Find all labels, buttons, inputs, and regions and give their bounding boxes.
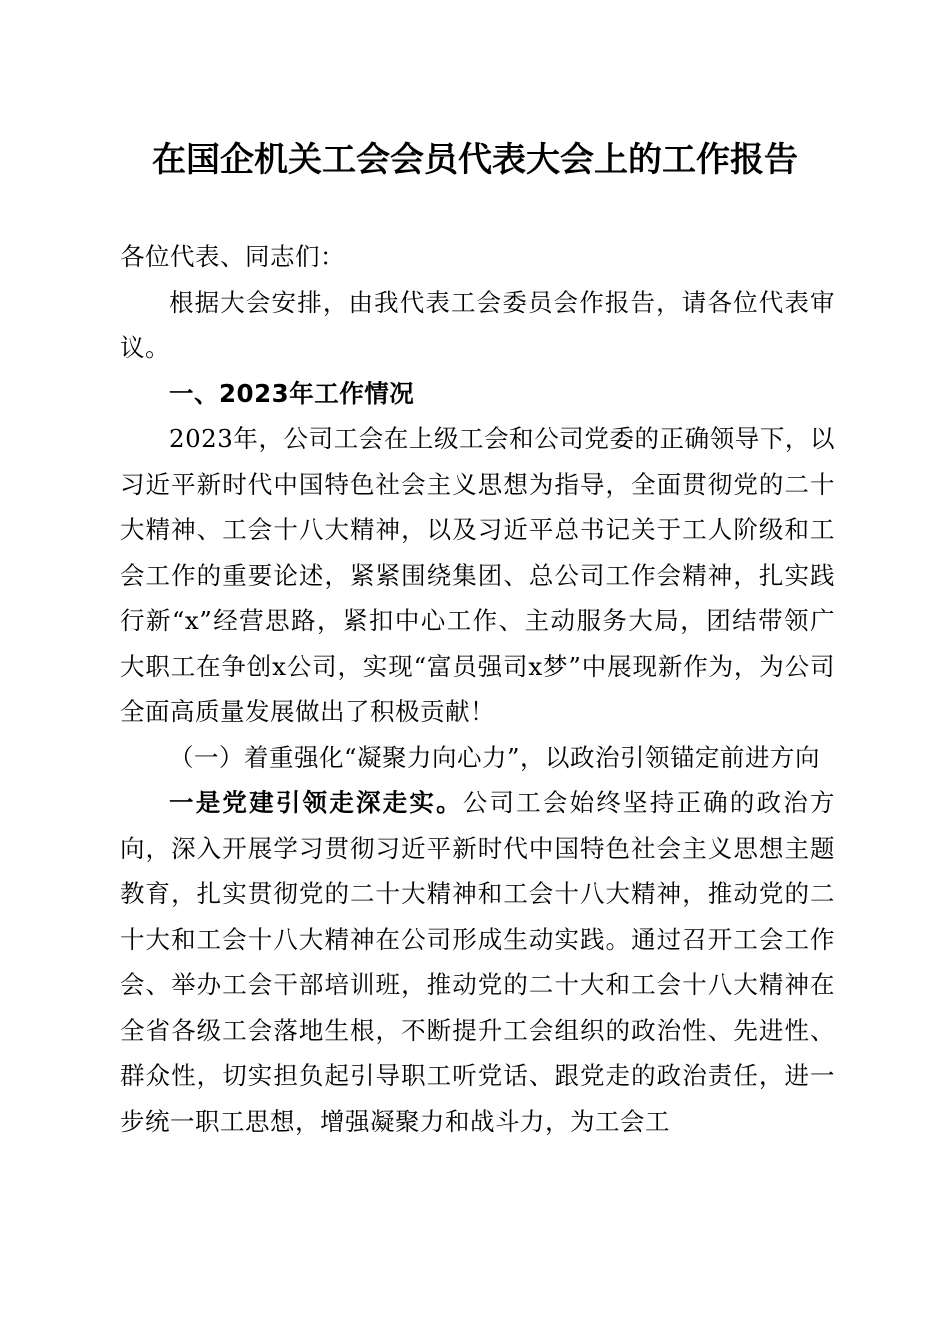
point-text: 公司工会始终坚持正确的政治方向，深入开展学习贯彻习近平新时代中国特色社会主义思想主题教育，扎实贯彻党的二十大精神和工会十八大精神，推动党的二十大和工会十八大精神在公司形成生动实践。通过召开工会工作会、举办工会干部培训班，推动党的二十大和工会十八大精神在全省各级工会落地生根，不断提升工会组织的政治性、先进性、群众性，切实担负起引导职工听党话、跟党走的政治责任，进一步统一职工思想，增强凝聚力和战斗力，为工会工 (120, 788, 836, 1136)
point-lead: 一是党建引领走深走实。 (169, 788, 463, 817)
point-paragraph (120, 780, 835, 1144)
section-heading: 一、2023年工作情况 (169, 378, 415, 408)
subsection-heading: （一）着重强化“凝聚力向心力”，以政治引领锚定前进方向 (169, 742, 821, 772)
section-paragraph: 2023年，公司工会在上级工会和公司党委的正确领导下，以习近平新时代中国特色社会主义思想为指导，全面贯彻党的二十大精神、工会十八大精神，以及习近平总书记关于工人阶级和工会工作的重要论述，紧紧围绕集团、总公司工作会精神，扎实践行新“x”经营思路，紧扣中心工作、主动服务大局，团结带领广大职工在争创x公司，实现“富员强司x梦”中展现新作为，为公司全面高质量发展做出了积极贡献！ (120, 424, 835, 726)
document-title: 在国企机关工会会员代表大会上的工作报告 (152, 140, 798, 180)
salutation: 各位代表、同志们： (120, 242, 345, 271)
intro-paragraph: 根据大会安排，由我代表工会委员会作报告，请各位代表审议。 (120, 287, 835, 362)
document-body (120, 234, 835, 1144)
